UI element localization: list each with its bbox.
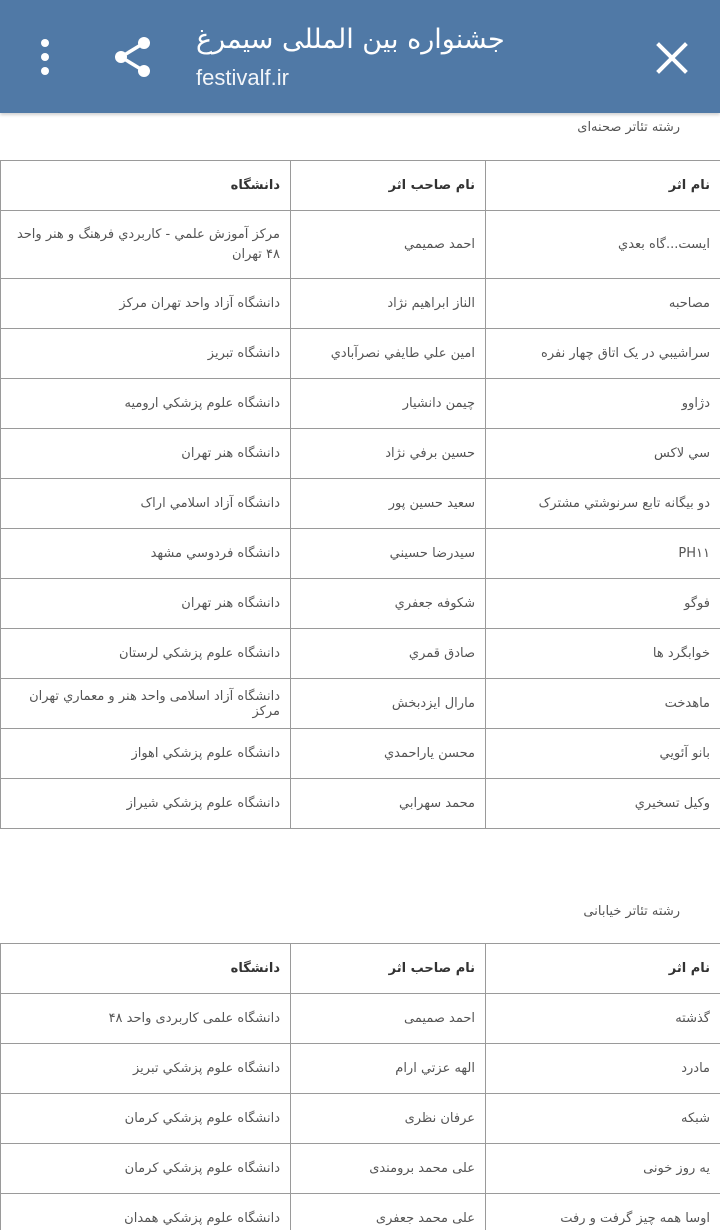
cell-author: حسين برفي نژاد <box>291 429 486 479</box>
cell-university: مركز آموزش علمي - كاربردي فرهنگ و هنر واحد ۴۸ تهران <box>1 211 291 279</box>
cell-work-title: ماهدخت <box>486 679 720 729</box>
cell-author: سعيد حسين پور <box>291 479 486 529</box>
table-row <box>1 1094 720 1144</box>
page-url: festivalf.ir <box>196 65 289 90</box>
cell-university: دانشگاه علوم پزشكي اروميه <box>1 379 291 429</box>
cell-university: دانشگاه تبريز <box>1 329 291 379</box>
table-row <box>1 279 720 329</box>
cell-work-title: یه روز خونی <box>486 1144 720 1194</box>
share-icon <box>110 34 156 80</box>
cell-work-title: سراشيبي در يک اتاق چهار نفره <box>486 329 720 379</box>
header-author: نام صاحب اثر <box>291 161 486 211</box>
cell-work-title: بانو آئويي <box>486 729 720 779</box>
cell-author: مارال ايزدبخش <box>291 679 486 729</box>
cell-university: دانشگاه علمی کاربردی واحد ۴۸ <box>1 994 291 1044</box>
table-row <box>1 779 720 829</box>
cell-university: دانشگاه آزاد اسلامي اراک <box>1 479 291 529</box>
cell-university: دانشگاه هنر تهران <box>1 429 291 479</box>
header-work-title: نام اثر <box>486 161 720 211</box>
cell-university: دانشگاه فردوسي مشهد <box>1 529 291 579</box>
cell-author: امين علي طايفي نصرآبادي <box>291 329 486 379</box>
cell-university: دانشگاه آزاد اسلامی واحد هنر و معماري تهران مركز <box>1 679 291 729</box>
street-theater-table <box>0 943 720 1230</box>
table-row <box>1 529 720 579</box>
cell-university: دانشگاه علوم پزشكي كرمان <box>1 1144 291 1194</box>
table-row <box>1 679 720 729</box>
close-icon <box>648 34 696 82</box>
table-row <box>1 579 720 629</box>
cell-author: محسن ياراحمدي <box>291 729 486 779</box>
header-university: دانشگاه <box>1 161 291 211</box>
stage-theater-table <box>0 160 720 829</box>
cell-work-title: دو بيگانه تابع سرنوشتي مشترک <box>486 479 720 529</box>
section-label-stage-theater: رشته تئاتر صحنه‌ای <box>577 120 680 135</box>
cell-author: شكوفه جعفري <box>291 579 486 629</box>
cell-work-title: وكيل تسخيري <box>486 779 720 829</box>
cell-author: صادق قمري <box>291 629 486 679</box>
table-row <box>1 379 720 429</box>
table-row <box>1 329 720 379</box>
cell-author: احمد صمیمی <box>291 994 486 1044</box>
cell-author: چيمن دانشيار <box>291 379 486 429</box>
cell-work-title: فوگو <box>486 579 720 629</box>
cell-university: دانشگاه علوم پزشكي اهواز <box>1 729 291 779</box>
cell-author: علی محمد برومندی <box>291 1144 486 1194</box>
cell-author: عرفان نظری <box>291 1094 486 1144</box>
cell-university: دانشگاه علوم پزشكي همدان <box>1 1194 291 1230</box>
table-header-row <box>1 161 720 211</box>
cell-university: دانشگاه آزاد واحد تهران مركز <box>1 279 291 329</box>
cell-author: محمد سهرابي <box>291 779 486 829</box>
header-work-title: نام اثر <box>486 944 720 994</box>
section-label-street-theater: رشته تئاتر خیابانی <box>583 904 680 919</box>
cell-university: دانشگاه علوم پزشكي شيراز <box>1 779 291 829</box>
cell-university: دانشگاه علوم پزشكي كرمان <box>1 1094 291 1144</box>
cell-work-title: شبكه <box>486 1094 720 1144</box>
header-university: دانشگاه <box>1 944 291 994</box>
cell-author: احمد صميمي <box>291 211 486 279</box>
cell-work-title: اوسا همه چیز گرفت و رفت <box>486 1194 720 1230</box>
page-title: جشنواره بین المللی سیمرغ <box>196 24 505 55</box>
cell-work-title: خوابگرد ها <box>486 629 720 679</box>
close-button[interactable] <box>648 34 696 82</box>
table-row <box>1 211 720 279</box>
share-button[interactable] <box>110 34 156 80</box>
cell-author: الهه عزتي ارام <box>291 1044 486 1094</box>
table-header-row <box>1 944 720 994</box>
table-row <box>1 629 720 679</box>
overflow-menu-button[interactable] <box>30 36 60 80</box>
header-author: نام صاحب اثر <box>291 944 486 994</box>
table-row <box>1 1144 720 1194</box>
table-row <box>1 994 720 1044</box>
cell-author: الناز ابراهيم نژاد <box>291 279 486 329</box>
cell-work-title: سي لاكس <box>486 429 720 479</box>
cell-university: دانشگاه علوم پزشكي تبريز <box>1 1044 291 1094</box>
cell-author: سيدرضا حسيني <box>291 529 486 579</box>
cell-work-title: مادرد <box>486 1044 720 1094</box>
table-row <box>1 1044 720 1094</box>
cell-author: علی محمد جعفری <box>291 1194 486 1230</box>
cell-work-title: مصاحبه <box>486 279 720 329</box>
table-row <box>1 429 720 479</box>
table-row <box>1 1194 720 1230</box>
table-row <box>1 479 720 529</box>
app-bar <box>0 0 720 113</box>
cell-work-title: PH۱۱ <box>486 529 720 579</box>
cell-work-title: ايست...گاه بعدي <box>486 211 720 279</box>
cell-university: دانشگاه علوم پزشكي لرستان <box>1 629 291 679</box>
more-vert-icon <box>30 36 60 80</box>
cell-university: دانشگاه هنر تهران <box>1 579 291 629</box>
cell-work-title: دژاوو <box>486 379 720 429</box>
cell-work-title: گذشته <box>486 994 720 1044</box>
table-row <box>1 729 720 779</box>
